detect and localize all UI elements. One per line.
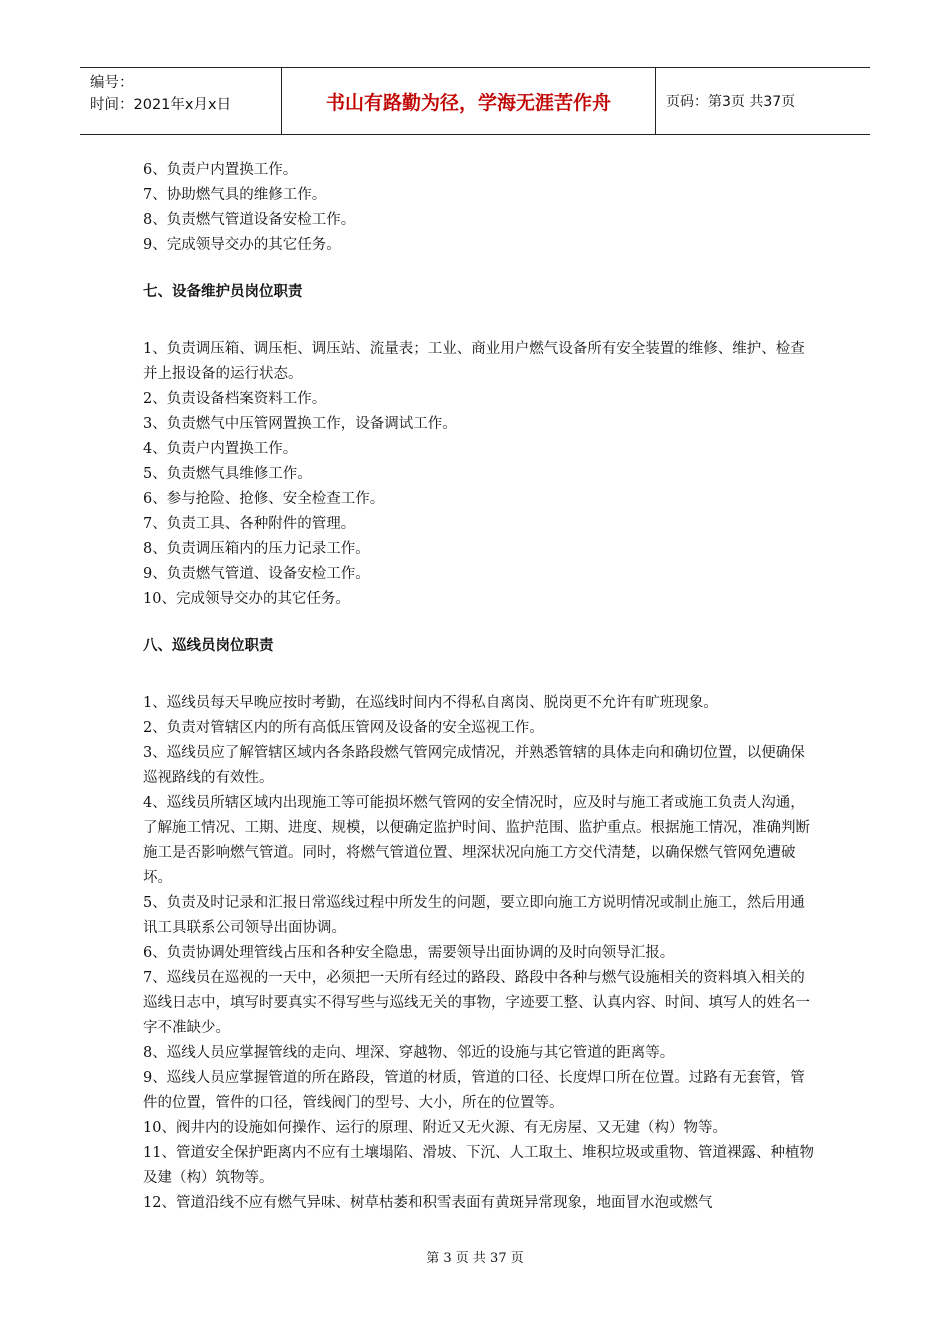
list-item: 9、负责燃气管道、设备安检工作。 — [143, 566, 370, 582]
document-body — [143, 158, 819, 1216]
list-item: 8、负责调压箱内的压力记录工作。 — [143, 541, 370, 557]
list-item: 1、巡线员每天早晚应按时考勤，在巡线时间内不得私自离岗、脱岗更不允许有旷班现象。 — [143, 695, 718, 711]
page-header — [80, 67, 870, 135]
section-prev-list — [143, 158, 819, 258]
header-meta-cell — [80, 68, 282, 134]
document-number-label: 编号： — [90, 75, 134, 91]
header-page-number: 页码：第3页 共37页 — [666, 94, 796, 110]
list-item: 4、巡线员所辖区域内出现施工等可能损坏燃气管网的安全情况时，应及时与施工者或施工负责人沟通，了解施工情况、工期、进度、规模，以便确定监护时间、监护范围、监护重点。根据施工情况，准确判断施工是否影响燃气管道。同时，将燃气管道位置、埋深状况向施工方交代清楚，以确保燃气管网免遭破坏。 — [143, 795, 810, 886]
list-item: 7、巡线员在巡视的一天中，必须把一天所有经过的路段、路段中各种与燃气设施相关的资料填入相关的巡线日志中，填写时要真实不得写些与巡线无关的事物，字迹要工整、认真内容、时间、填写人的姓名一字不准缺少。 — [143, 970, 810, 1036]
list-item: 6、负责户内置换工作。 — [143, 162, 298, 178]
list-item: 3、负责燃气中压管网置换工作，设备调试工作。 — [143, 416, 457, 432]
list-item: 5、负责及时记录和汇报日常巡线过程中所发生的问题，要立即向施工方说明情况或制止施工，然后用通讯工具联系公司领导出面协调。 — [143, 895, 805, 936]
section-8-list — [143, 691, 819, 1216]
list-item: 9、巡线人员应掌握管道的所在路段，管道的材质，管道的口径、长度焊口所在位置。过路有无套管，管件的位置，管件的口径，管线阀门的型号、大小，所在的位置等。 — [143, 1070, 805, 1111]
section-8-heading: 八、巡线员岗位职责 — [143, 638, 274, 654]
list-item: 6、负责协调处理管线占压和各种安全隐患，需要领导出面协调的及时向领导汇报。 — [143, 945, 675, 961]
list-item: 7、协助燃气具的维修工作。 — [143, 187, 327, 203]
header-motto: 书山有路勤为径，学海无涯苦作舟 — [282, 68, 656, 134]
list-item: 10、完成领导交办的其它任务。 — [143, 591, 350, 607]
page-footer: 第 3 页 共 37 页 — [426, 1251, 524, 1266]
list-item: 10、阀井内的设施如何操作、运行的原理、附近又无火源、有无房屋、又无建（构）物等。 — [143, 1120, 727, 1136]
list-item: 9、完成领导交办的其它任务。 — [143, 237, 341, 253]
list-item: 7、负责工具、各种附件的管理。 — [143, 516, 356, 532]
list-item: 5、负责燃气具维修工作。 — [143, 466, 312, 482]
section-7-list — [143, 337, 819, 612]
list-item: 8、巡线人员应掌握管线的走向、埋深、穿越物、邻近的设施与其它管道的距离等。 — [143, 1045, 675, 1061]
list-item: 11、管道安全保护距离内不应有土壤塌陷、滑坡、下沉、人工取土、堆积垃圾或重物、管道裸露、种植物及建（构）筑物等。 — [143, 1145, 814, 1186]
list-item: 4、负责户内置换工作。 — [143, 441, 298, 457]
list-item: 6、参与抢险、抢修、安全检查工作。 — [143, 491, 385, 507]
list-item: 3、巡线员应了解管辖区域内各条路段燃气管网完成情况，并熟悉管辖的具体走向和确切位置，以便确保巡视路线的有效性。 — [143, 745, 805, 786]
document-time-label: 时间：2021年x月x日 — [90, 97, 232, 113]
list-item: 1、负责调压箱、调压柜、调压站、流量表；工业、商业用户燃气设备所有安全装置的维修、维护、检查并上报设备的运行状态。 — [143, 341, 805, 382]
list-item: 8、负责燃气管道设备安检工作。 — [143, 212, 356, 228]
section-7-heading: 七、设备维护员岗位职责 — [143, 284, 303, 300]
list-item: 12、管道沿线不应有燃气异味、树草枯萎和积雪表面有黄斑异常现象，地面冒水泡或燃气 — [143, 1195, 713, 1211]
list-item: 2、负责对管辖区内的所有高低压管网及设备的安全巡视工作。 — [143, 720, 544, 736]
list-item: 2、负责设备档案资料工作。 — [143, 391, 327, 407]
